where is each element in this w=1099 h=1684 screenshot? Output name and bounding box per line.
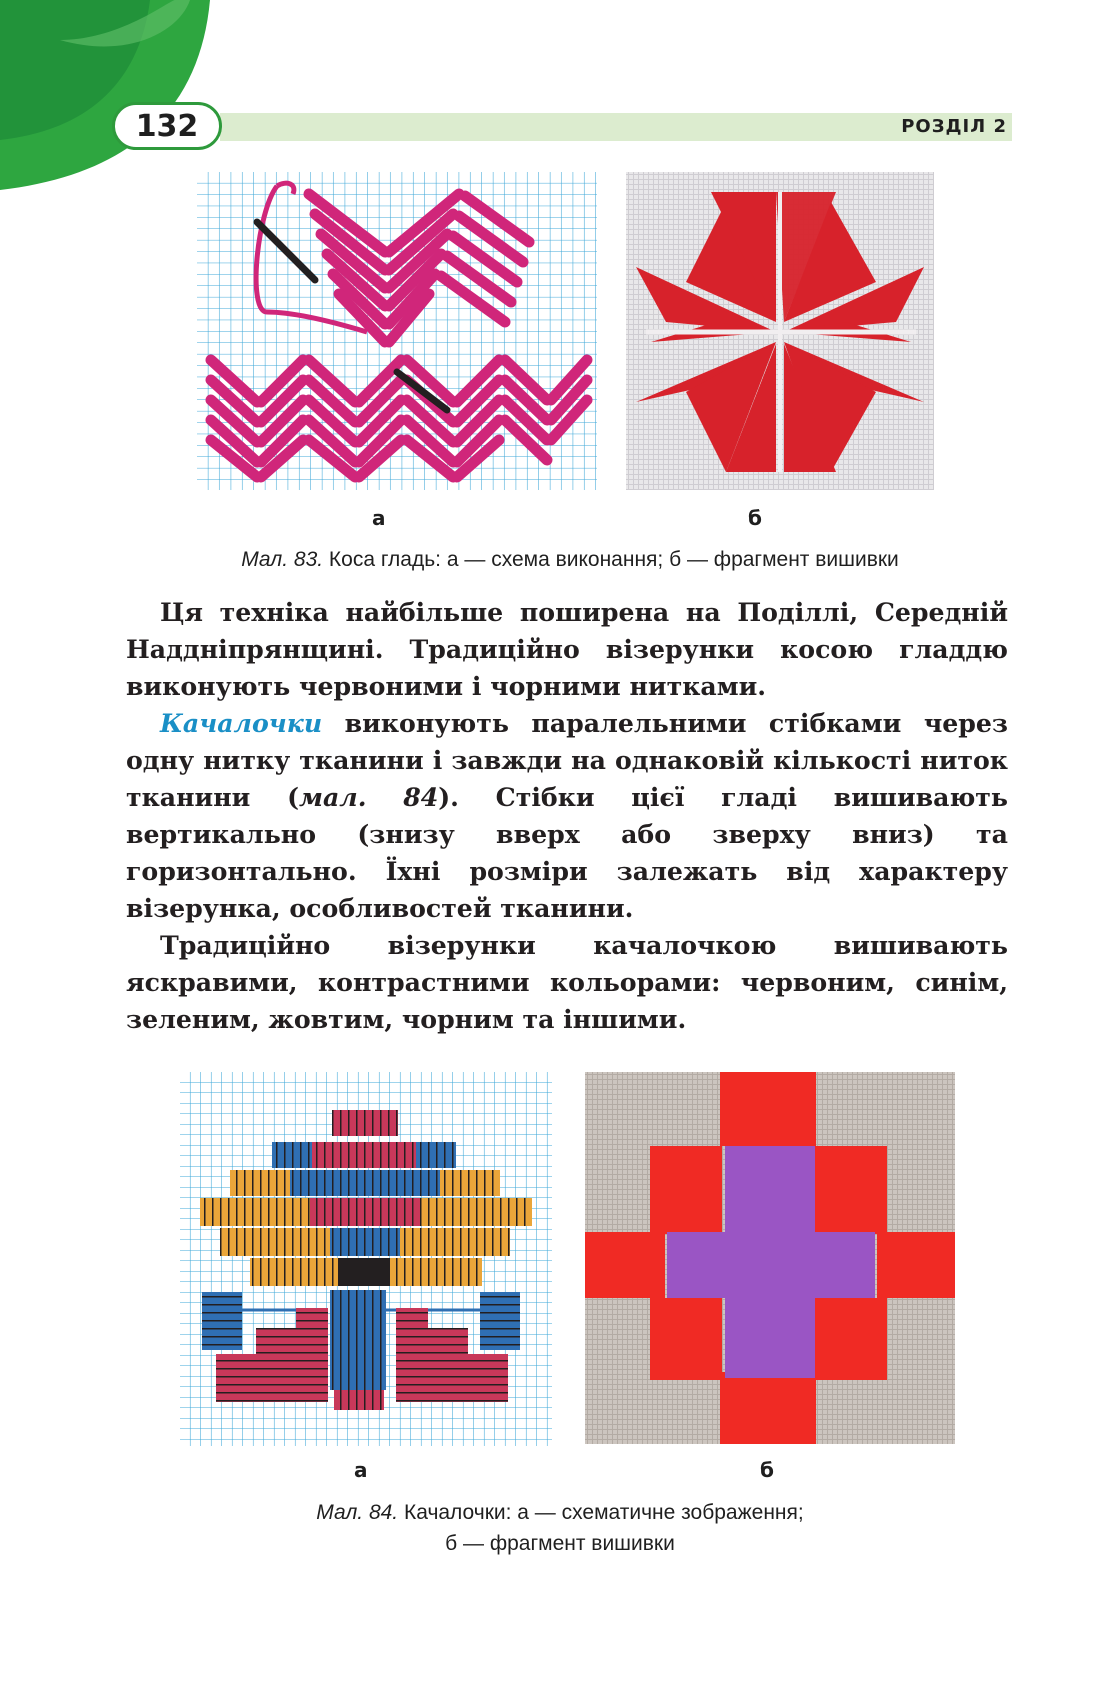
- figure-83-caption-prefix: Мал. 83.: [241, 548, 324, 571]
- paragraph-3: Традиційно візерунки качалочкою вишивають яскравими, контрастними кольорами: червоним, синім, зеленим, жовтим, чорним та іншими.: [126, 930, 1008, 1034]
- body-text: [126, 594, 1008, 1038]
- figure-83b-photo: [626, 172, 934, 490]
- paragraph-2: [126, 705, 1008, 927]
- section-label: РОЗДІЛ 2: [901, 116, 1007, 137]
- page-number: 132: [112, 102, 222, 150]
- paragraph-1: Ця техніка найбільше поширена на Поділлі, Середній Наддніпрянщині. Традиційно візерунки косою гладдю виконують червоними і чорними нитками.: [126, 597, 1008, 701]
- figure-84b-photo: [585, 1072, 955, 1444]
- figure-84-caption-line2: б — фрагмент вишивки: [445, 1532, 675, 1555]
- header-band: [220, 113, 1012, 141]
- paragraph-2-text-b: ). Стібки цієї гладі вишивають вертикально (знизу вверх або зверху вниз) та горизонтально. Їхні розміри залежать від характеру візерунка, особливостей тканини.: [126, 782, 1008, 923]
- figure-84-caption-prefix: Мал. 84.: [316, 1501, 399, 1524]
- figure-83-caption: [120, 548, 1020, 572]
- figure-83b-label: б: [748, 506, 762, 530]
- figure-83a-scheme: [197, 172, 597, 490]
- figure-83-caption-text: Коса гладь: а — схема виконання; б — фрагмент вишивки: [323, 548, 899, 571]
- term-kachalochky: Качалочки: [160, 708, 323, 738]
- figure-84b-label: б: [760, 1458, 774, 1482]
- figure-84a-label: а: [354, 1458, 368, 1482]
- figure-84a-scheme: [180, 1072, 552, 1446]
- paragraph-2-text-a: виконують паралельними стібками через одну нитку тканини і завжди на однаковій кількості ниток тканини (: [126, 708, 1008, 812]
- figure-reference: мал. 84: [299, 782, 439, 812]
- corner-decoration: [0, 0, 220, 200]
- figure-83a-label: а: [372, 506, 386, 530]
- figure-84-caption-line1: Качалочки: а — схематичне зображення;: [398, 1501, 804, 1524]
- figure-84-caption: [180, 1497, 940, 1559]
